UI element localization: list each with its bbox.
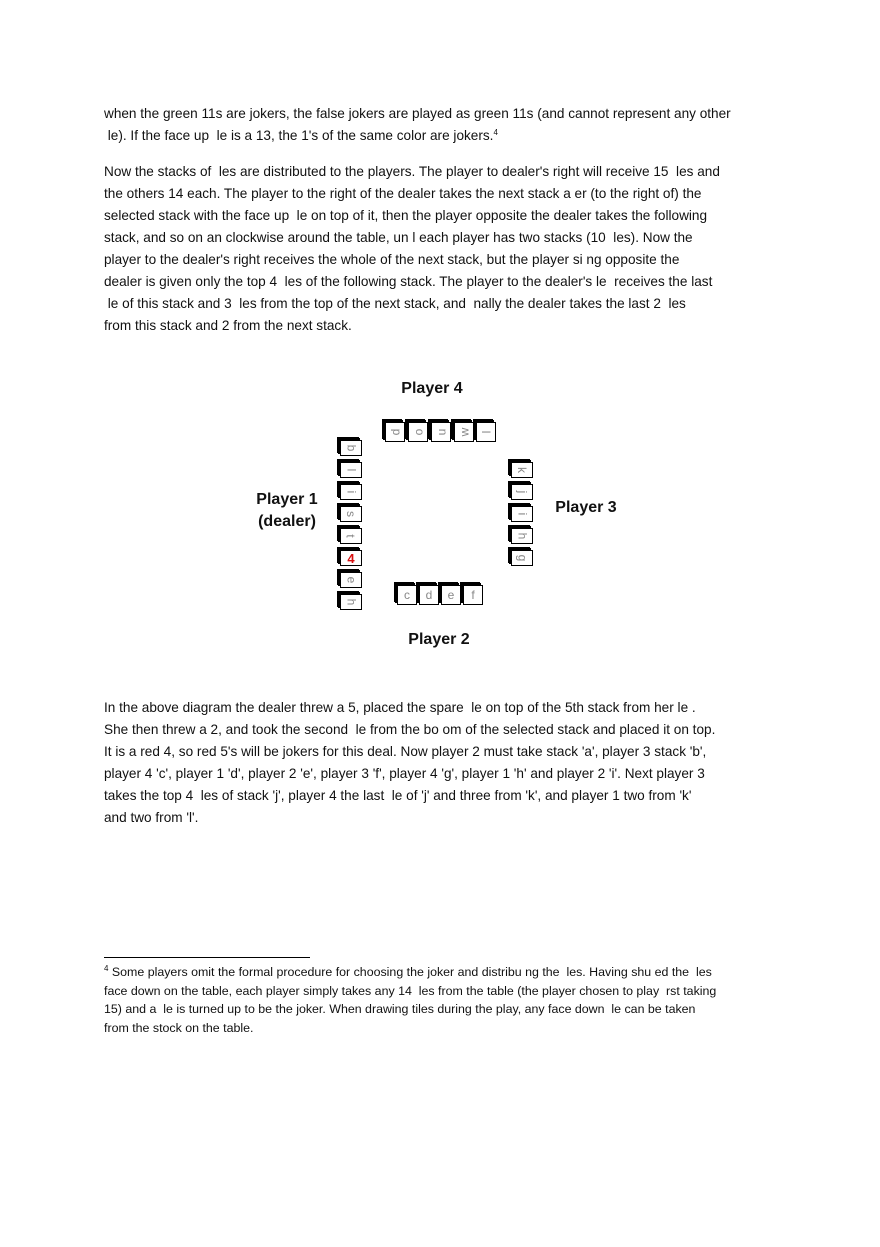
tile-right [511,550,533,566]
tile-bottom [397,585,417,605]
tile-left-joker-indicator [340,550,362,566]
tile-left [340,440,362,456]
tile-letter: i [343,490,358,494]
tile-letter: u [434,428,448,436]
footnote-reference[interactable]: 4 [493,128,498,137]
tile-left [340,528,362,544]
tile-letter: h [515,532,529,540]
tile-top [385,422,405,442]
player2-label: Player 2 [408,631,470,648]
tile-bottom [419,585,439,605]
tile-right [511,506,533,522]
tile-letter: f [471,588,475,602]
text-line: from this stack and 2 from the next stack. [104,318,352,333]
footnote-line: from the stock on the table. [104,1020,254,1035]
footnote [104,963,774,1037]
tile-bottom [441,585,461,605]
text-line: It is a red 4, so red 5's will be jokers for this deal. Now player 2 must take stack 'a', player 3 stack 'b', [104,744,707,759]
text-line: stack, and so on an clockwise around the table, un l each player has two stacks (10 les). Now the [104,230,693,245]
text-line: selected stack with the face up le on top of it, then the player opposite the dealer takes the following [104,208,708,223]
paragraph-joker-rules [104,103,784,147]
footnote-number: 4 [104,964,109,973]
text-line: and two from 'l'. [104,810,199,825]
player3-label: Player 3 [555,499,617,516]
text-line: dealer is given only the top 4 les of the following stack. The player to the dealer's le receives the last [104,274,713,289]
tile-letter: l [343,468,358,472]
footnote-line: 15) and a le is turned up to be the joker. When drawing tiles during the play, any face down le can be taken [104,1002,696,1016]
tile-bottom [463,585,483,605]
player1-label-name: Player 1 [256,491,318,508]
tile-letter: e [344,576,358,584]
text-line: player 4 'c', player 1 'd', player 2 'e', player 3 'f', player 4 'g', player 1 'h' and player 2 'i'. Next player 3 [104,766,705,781]
tile-letter: k [515,467,529,473]
tile-left [340,594,362,610]
text-line [104,125,784,147]
tile-top [408,422,428,442]
paragraph-distribution [104,161,784,337]
text-line: the others 14 each. The player to the right of the dealer takes the next stack a er (to the right of) the [104,186,702,201]
tile-top [476,422,496,442]
tile-letter: c [404,588,410,602]
tile-letter: e [447,588,455,602]
text-line: In the above diagram the dealer threw a 5, placed the spare le on top of the 5th stack from her le . [104,700,696,715]
text-line: Now the stacks of les are distributed to the players. The player to dealer's right will receive 15 les and [104,164,720,179]
text-line: le of this stack and 3 les from the top of the next stack, and nally the dealer takes the last 2 les [104,296,686,311]
tile-letter: l [478,430,493,434]
player1-label [246,489,328,533]
footnote-divider [104,957,310,958]
tile-letter: i [514,512,529,516]
text-line: takes the top 4 les of stack 'j', player 4 the last le of 'j' and three from 'k', and player 1 two from 'k' [104,788,692,803]
tile-letter: g [515,554,529,562]
tile-top [431,422,451,442]
tile-right [511,484,533,500]
player1-label-role: (dealer) [258,513,316,530]
text-line: when the green 11s are jokers, the false jokers are played as green 11s (and cannot represent any other [104,106,731,121]
tile-right [511,528,533,544]
tile-letter: t [344,534,358,538]
tile-distribution-diagram [0,360,880,670]
tile-left [340,572,362,588]
text-line: She then threw a 2, and took the second le from the bo om of the selected stack and placed it on top. [104,722,716,737]
tile-left [340,462,362,478]
footnote-line: face down on the table, each player simply takes any 14 les from the table (the player chosen to play rst taking [104,983,717,998]
text-line-content: le). If the face up le is a 13, the 1's of the same color are jokers. [104,128,494,143]
tile-right [511,462,533,478]
tile-letter: d [425,588,433,602]
text-line: player to the dealer's right receives the whole of the next stack, but the player si ng opposite the [104,252,680,267]
tile-letter: 4 [347,550,355,566]
player4-label: Player 4 [401,380,463,397]
tile-letter: s [344,511,358,517]
tile-letter: b [344,444,358,452]
tile-left [340,484,362,500]
paragraph-example [104,697,784,829]
tile-top [454,422,474,442]
tile-letter: w [456,427,471,437]
tile-letter: j [514,490,529,494]
footnote-text: Some players omit the formal procedure for choosing the joker and distribu ng the les. Having shu ed the les [108,965,712,979]
tile-left [340,506,362,522]
tile-letter: o [411,428,425,436]
tile-letter: h [344,598,358,606]
tile-letter: d [388,428,402,436]
footnote-line [104,963,774,982]
